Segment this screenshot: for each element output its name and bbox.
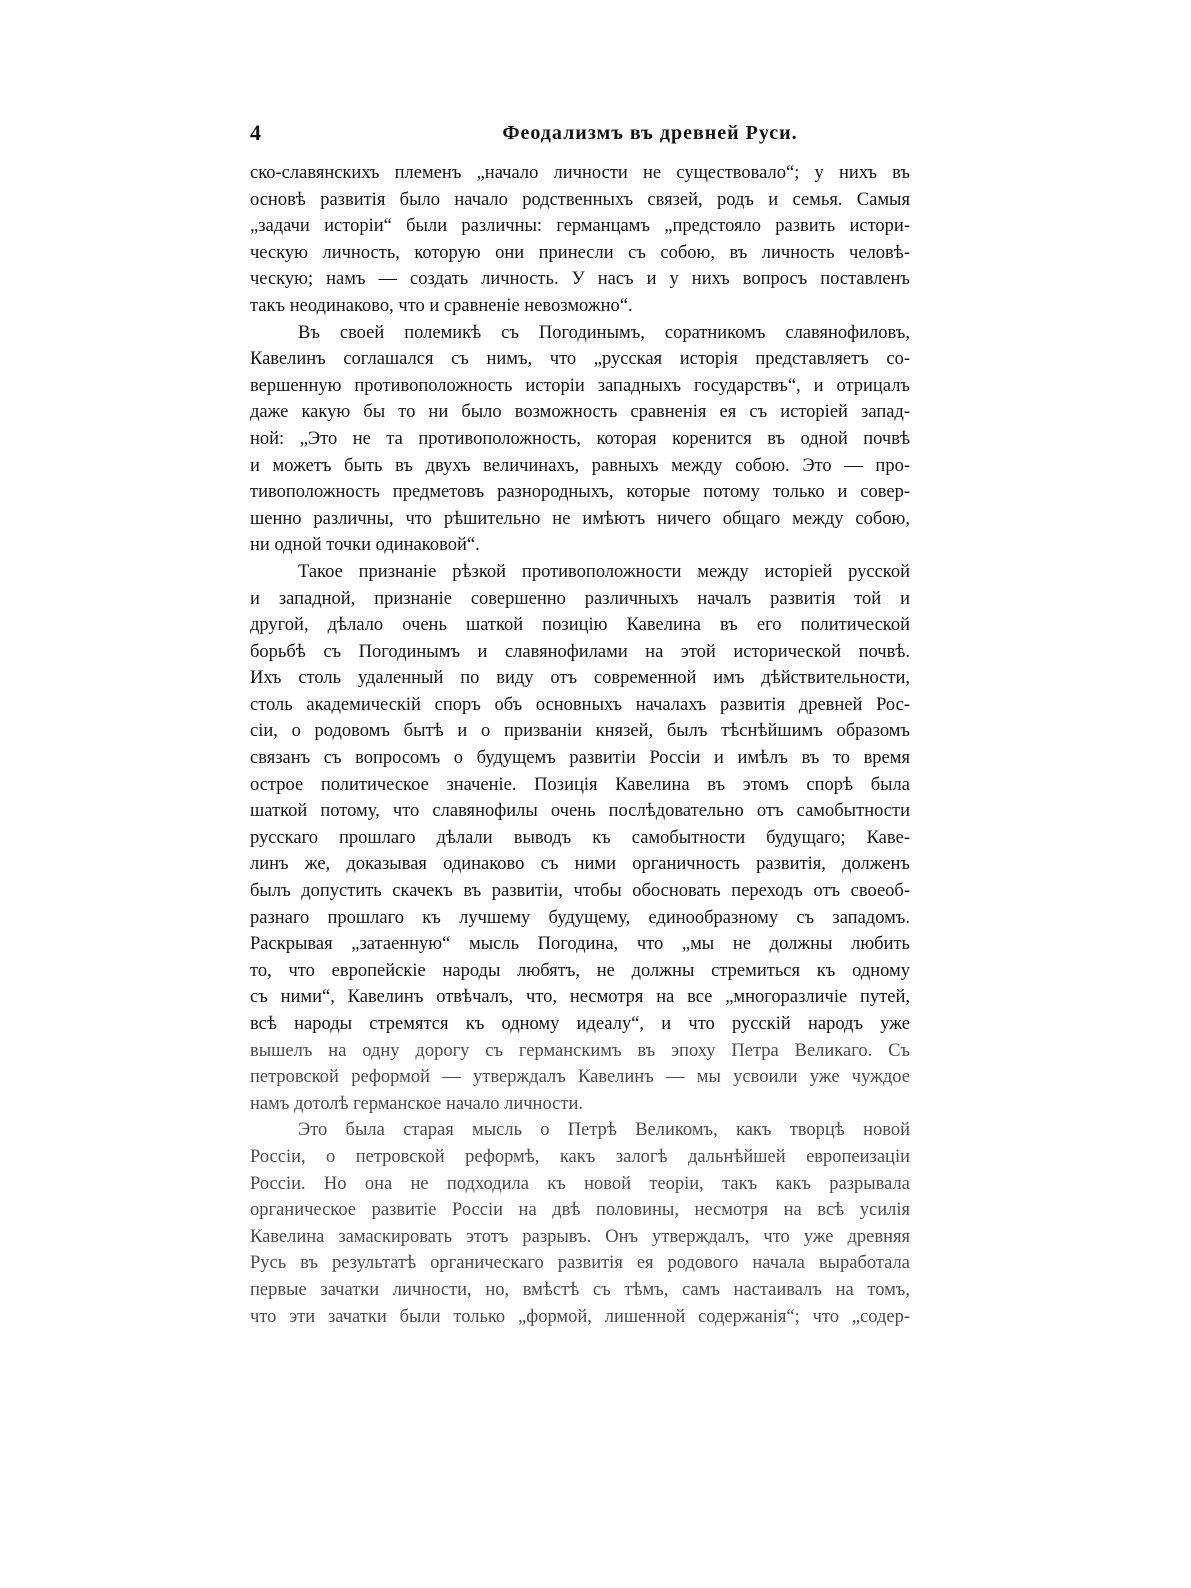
text-line: первые зачатки личности, но, вмѣстѣ съ тѣмъ, самъ настаивалъ на томъ, (250, 1279, 910, 1300)
text-line: Кавелина замаскировать этотъ разрывъ. Онъ утверждалъ, что уже древняя (250, 1226, 910, 1247)
text-line: ско-славянскихъ племенъ „начало личности не существовало“; у нихъ въ (250, 163, 910, 183)
text-line: всѣ народы стремятся къ одному идеалу“, и что русскій народъ уже (250, 1014, 910, 1034)
text-line: линъ же, доказывая одинаково съ ними органичность развитія, долженъ (250, 854, 910, 875)
text-line: такъ неодинаково, что и сравненіе невозможно“. (250, 295, 633, 316)
text-line: сіи, о родовомъ бытѣ и о призваніи князей, былъ тѣснѣйшимъ образомъ (250, 721, 910, 742)
text-line: Россіи, о петровской реформѣ, какъ залогѣ дальнѣйшей европеизаціи (250, 1146, 910, 1167)
page-number: 4 (250, 120, 261, 145)
text-line: ческую; намъ — создать личность. У насъ и у нихъ вопросъ поставленъ (250, 269, 910, 290)
text-line: Въ своей полемикѣ съ Погодинымъ, соратникомъ славянофиловъ, (298, 322, 910, 343)
text-line: столь академическій споръ объ основныхъ началахъ развитія древней Рос- (250, 694, 910, 715)
text-line: основѣ развитія было начало родственныхъ связей, родъ и семья. Самыя (250, 189, 910, 210)
text-line: Такое признаніе рѣзкой противоположности между исторіей русской (298, 561, 910, 582)
text-line: ни одной точки одинаковой“. (250, 535, 480, 556)
text-line: острое политическое значеніе. Позиція Кавелина въ этомъ спорѣ была (250, 774, 910, 795)
running-title: Феодализмъ въ древней Руси. (502, 122, 798, 144)
paragraph-2 (250, 320, 910, 559)
text-line: ной: „Это не та противоположность, которая коренится въ одной почвѣ (250, 428, 910, 449)
text-line: другой, дѣлало очень шаткой позицію Кавелина въ его политической (250, 615, 910, 636)
text-line: и западной, признаніе совершенно различныхъ началъ развитія той и (250, 588, 910, 609)
text-line: русскаго прошлаго дѣлали выводъ къ самобытности будущаго; Кавe- (250, 827, 910, 848)
text-line: былъ допустить скачекъ въ развитіи, чтобы обосновать переходъ отъ своеоб- (250, 881, 910, 902)
text-line: разнаго прошлаго къ лучшему будущему, единообразному съ западомъ. (250, 907, 910, 928)
body-text (250, 160, 910, 1330)
text-line: вышелъ на одну дорогу съ германскимъ въ эпоху Петра Великаго. Съ (250, 1040, 910, 1061)
text-line: Кавелинъ соглашался съ нимъ, что „русская исторія представляетъ со- (250, 349, 910, 370)
text-line: то, что европейскіе народы любятъ, не должны стремиться къ одному (250, 960, 910, 981)
text-line: даже какую бы то ни было возможность сравненія ея съ исторіей запад- (250, 402, 910, 423)
text-line: и можетъ быть въ двухъ величинахъ, равныхъ между собою. Это — про- (250, 455, 910, 476)
text-line: органическое развитіе Россіи на двѣ половины, несмотря на всѣ усилія (250, 1200, 910, 1221)
text-line: борьбѣ съ Погодинымъ и славянофилами на этой исторической почвѣ. (250, 641, 910, 662)
text-line: намъ дотолѣ германское начало личности. (250, 1093, 583, 1114)
text-line: „задачи исторіи“ были различны: германцамъ „предстояло развить истори- (250, 216, 910, 237)
text-line: съ ними“, Кавелинъ отвѣчалъ, что, несмотря на все „многоразличіе путей, (250, 987, 910, 1008)
text-line: Ихъ столь удаленный по виду отъ современной имъ дѣйствительности, (250, 668, 910, 689)
text-line: петровской реформой — утверждалъ Кавелинъ — мы усвоили уже чуждое (250, 1067, 910, 1088)
text-line: шенно различны, что рѣшительно не имѣютъ ничего общаго между собою, (250, 508, 910, 529)
text-line: шаткой потому, что славянофилы очень послѣдовательно отъ самобытности (250, 801, 910, 822)
paragraph-4 (250, 1117, 910, 1330)
paragraph-3 (250, 559, 910, 1117)
text-line: Раскрывая „затаенную“ мысль Погодина, что „мы не должны любить (250, 934, 910, 955)
paragraph-1 (250, 160, 910, 320)
page-header (250, 118, 910, 148)
text-line: ческую личность, которую они принесли съ собою, въ личность человѣ- (250, 242, 910, 263)
text-line: Россіи. Но она не подходила къ новой теоріи, такъ какъ разрывала (250, 1173, 910, 1194)
text-line: Это была старая мысль о Петрѣ Великомъ, какъ творцѣ новой (298, 1120, 910, 1141)
text-line: связанъ съ вопросомъ о будущемъ развитіи Россіи и имѣлъ въ то время (250, 748, 910, 769)
text-line: тивоположность предметовъ разнородныхъ, которые потому только и совер- (250, 482, 910, 503)
text-line: Русь въ результатѣ органическаго развитія ея родового начала выработала (250, 1253, 910, 1274)
text-line: что эти зачатки были только „формой, лишенной содержанія“; что „содер- (250, 1306, 910, 1327)
text-line: вершенную противоположность исторіи западныхъ государствъ“, и отрицалъ (250, 375, 910, 396)
